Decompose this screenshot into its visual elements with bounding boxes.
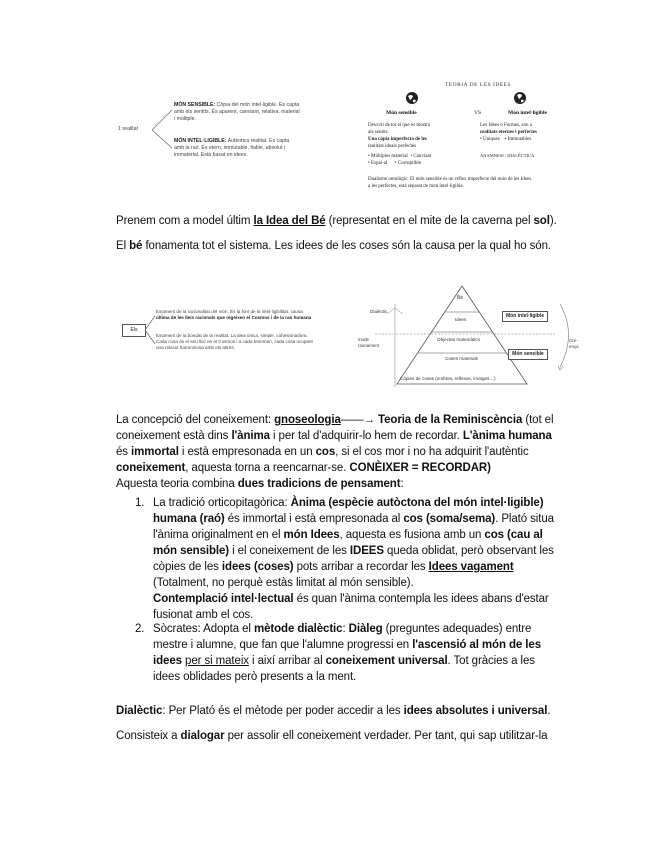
list-item-socrates: 2. Sòcrates: Adopta el mètode dialèctic: Diàleg (preguntes adequades) entre mestre i alumne, que fan que l'alumne progressi en l'ascensió al món de les idees per si mateix i així arribar al coneixement universal. Tot gràcies a les idees oblidades però presents a la ment. xyxy=(135,623,541,683)
pyramid-good: Bé xyxy=(457,295,464,301)
box-intelligible-world: Món intel·ligible xyxy=(502,311,548,322)
col-sensible-title: Món sensible xyxy=(386,110,417,116)
paragraph-dialectic: Dialèctic: Per Plató és el mètode per poder accedir a les idees absolutes i universal. Consisteix a dialogar per assolir ell coneixement verdader. Per tant, qui sap utilitzar-la xyxy=(116,705,551,742)
col-intelligible-title: Món intel·ligible xyxy=(508,110,547,116)
diagram-title: TEORIA DE LES IDEES xyxy=(444,82,512,88)
root-box: Els xyxy=(122,324,146,337)
mindmap-root: 1 realitat xyxy=(118,126,138,132)
label-mode: mode raonament xyxy=(358,337,379,348)
pyramid-ideas: Idees xyxy=(455,317,467,322)
branch-lines xyxy=(144,312,156,348)
diagram-footer: Dualisme ontològic: El món sensible és un reflex imperfecte del món de les Idees a les perfectes, està separat de mon intel·ligible. xyxy=(368,177,532,189)
pyramid-copies: Còpies de coses (ombres, reflexos, imatges…) xyxy=(400,376,496,381)
col-sensible-text: Des/crit de tot el que es mostra als sentits. Una còpia imperfecta de les realitats ideals perfectes • Múltiples material • Canviant • Espai-al • Corruptible xyxy=(368,123,432,166)
col-intelligible-text: Les Idees o Formes, són a realitats eternes i perfectes • Úniques • Immutables ANAMNESI / DIALÈCTICA xyxy=(480,123,537,158)
ideas-diagram xyxy=(368,82,588,189)
sensible-block: MÓN SENSIBLE: Còpia del món intel·ligible. Es capta amb els sentits. És aparent, canviant, relativa, material i múltiple. xyxy=(174,102,300,122)
pyramid-things: Coses materials xyxy=(445,356,478,361)
label-dialectic: Dialèctic xyxy=(370,309,388,314)
globe-icon xyxy=(405,91,419,105)
globe-icon xyxy=(513,91,527,105)
good-goodness: fonament de la bondat de la realitat. La idea única, simple, cohesionadora. Cada cosa és el seu lloc en el Cosmos i a cada fenomen, cada cosa ocupant una relació harmoniosa amb els altres. xyxy=(156,333,313,350)
pyramid-math: Objectes matemàtics xyxy=(437,337,480,342)
paragraph-idea-of-good: Prenem com a model últim la Idea del Bé (representat en el mite de la caverna pel sol). El bé fonamenta tot el sistema. Les idees de les coses són la causa per la qual ho són. xyxy=(116,215,557,252)
mindmap-branch-lines xyxy=(150,108,175,152)
box-sensible-world: Món sensible xyxy=(508,349,548,360)
intelligible-block: MÓN INTEL·LIGIBLE: Autèntica realitat. Es capta amb la raó. És etern, immutable, fiable, absolut i immaterial. Està basat en idees. xyxy=(174,138,290,158)
list-item-orphic-pythagorean: 1. La tradició orticopitagòrica: Ànima (espècie autòctona del món intel·ligible) humana (raó) és immortal i està empresonada al cos (soma/sema). Plató situa l'ànima originalment en el món Idees, aquesta es fusiona amb un cos (cau al món sensible) i el coneixement de les IDEES queda oblidat, però observant les còpies de les idees (coses) pots arribar a recordar les Idees vagament (Totalment, no perquè estàs limitat al món sensible). Contemplació intel·lectual és quan l'ànima contempla les idees abans d'estar fusionat amb el cos. xyxy=(135,497,554,621)
good-rationality: fonament de la racionalitat del món. És la font de la intel·ligibilitat, causa última de les lleis racionals que regeixen el Cosmos i de la raó humana xyxy=(156,309,312,320)
label-belief: Cre- ença xyxy=(569,338,579,349)
paragraph-gnoseology: La concepció del coneixement: gnoseologia——→ Teoria de la Reminiscència (tot el coneixement està dins l'ànima i per tal d'adquirir-lo hem de recordar. L'ànima humana és immortal i està empresonada en un cos, si el cos mor i no ha adquirit l'autèntic coneixement, aquesta torna a reencarnar-se. CONÈIXER = RECORDAR) Aquesta teoria combina dues tradicions de pensament: xyxy=(116,414,554,490)
vs-label: VS xyxy=(474,110,482,116)
